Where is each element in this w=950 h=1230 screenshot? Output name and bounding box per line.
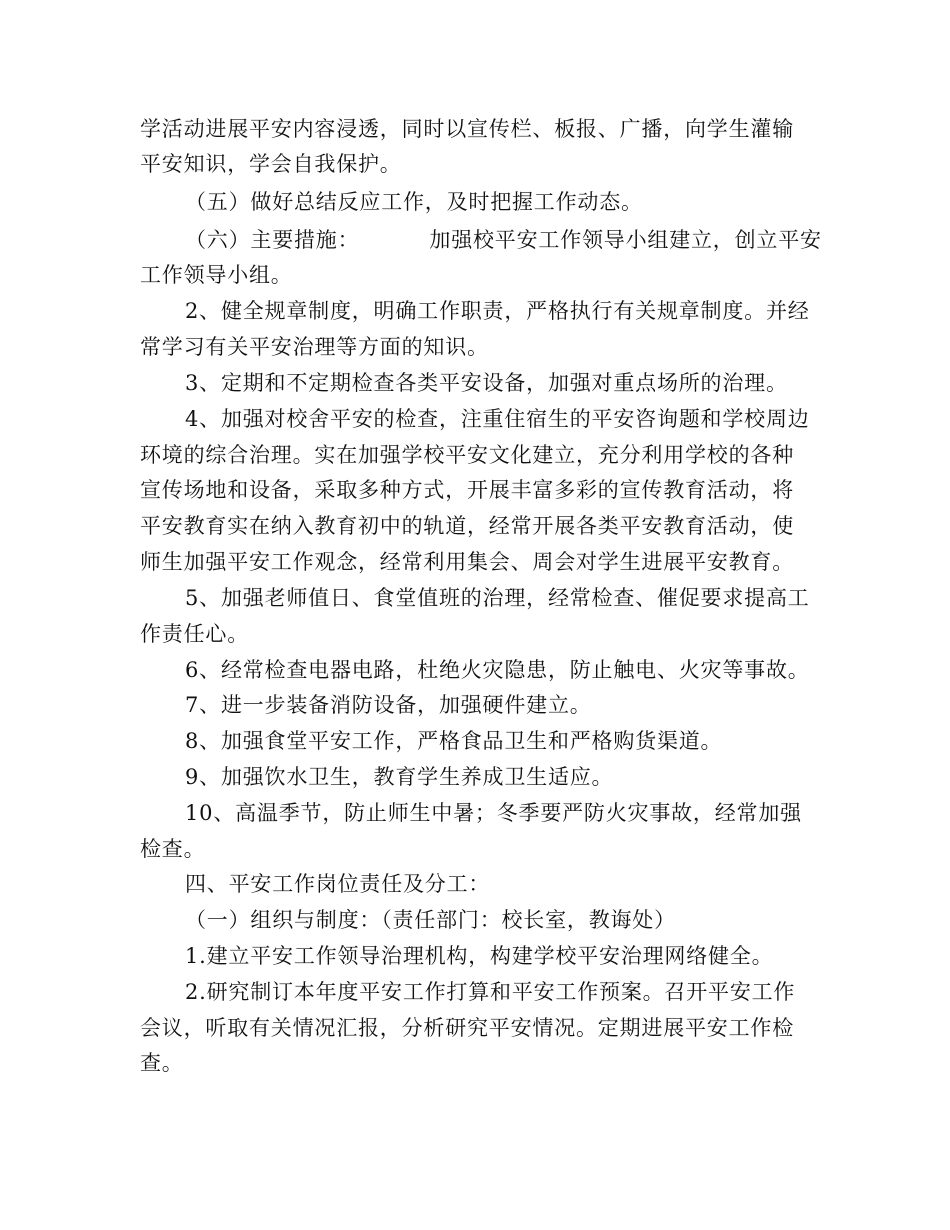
body-line: 2.研究制订本年度平安工作打算和平安工作预案。召开平安工作 xyxy=(185,980,796,1004)
body-line: 7、进一步装备消防设备，加强硬件建立。 xyxy=(185,693,592,717)
body-line: 工作领导小组。 xyxy=(140,263,293,287)
body-line: 会议，听取有关情况汇报，分析研究平安情况。定期进展平安工作检 xyxy=(140,1016,794,1040)
body-line: 3、定期和不定期检查各类平安设备，加强对重点场所的治理。 xyxy=(185,371,788,395)
body-line: 4、加强对校舍平安的检查，注重住宿生的平安咨询题和学校周边 xyxy=(185,407,810,431)
body-line: 1.建立平安工作领导治理机构，构建学校平安治理网络健全。 xyxy=(185,944,774,968)
body-line: 6、经常检查电器电路，杜绝火灾隐患，防止触电、火灾等事故。 xyxy=(185,658,810,682)
measures-text: 加强校平安工作领导小组建立，创立平安 xyxy=(429,228,822,252)
measures-heading: （六）主要措施： xyxy=(185,228,360,252)
body-line: 宣传场地和设备，采取多种方式，开展丰富多彩的宣传教育活动，将 xyxy=(140,478,794,502)
body-line: （五）做好总结反应工作，及时把握工作动态。 xyxy=(185,190,643,214)
body-line: 10、高温季节，防止师生中暑；冬季要严防火灾事故，经常加强 xyxy=(185,801,802,825)
body-line: 2、健全规章制度，明确工作职责，严格执行有关规章制度。并经 xyxy=(185,299,810,323)
body-line: 8、加强食堂平安工作，严格食品卫生和严格购货渠道。 xyxy=(185,729,723,753)
body-line: 5、加强老师值日、食堂值班的治理，经常检查、催促要求提高工 xyxy=(185,586,810,610)
body-line: 查。 xyxy=(140,1051,184,1075)
body-line: 环境的综合治理。实在加强学校平安文化建立，充分利用学校的各种 xyxy=(140,443,794,467)
body-line: 常学习有关平安治理等方面的知识。 xyxy=(140,335,489,359)
body-line: 学活动进展平安内容浸透，同时以宣传栏、板报、广播，向学生灌输 xyxy=(140,117,794,141)
body-line: 平安知识，学会自我保护。 xyxy=(140,152,402,176)
body-line: 师生加强平安工作观念，经常利用集会、周会对学生进展平安教育。 xyxy=(140,550,794,574)
body-line: 9、加强饮水卫生，教育学生养成卫生适应。 xyxy=(185,765,614,789)
body-line: 平安教育实在纳入教育初中的轨道，经常开展各类平安教育活动，使 xyxy=(140,514,794,538)
measures-line xyxy=(185,227,822,253)
section-heading: 四、平安工作岗位责任及分工： xyxy=(185,872,491,896)
subsection-heading: （一）组织与制度：（责任部门：校长室，教诲处） xyxy=(185,908,676,932)
body-line: 检查。 xyxy=(140,837,206,861)
body-line: 作责任心。 xyxy=(140,622,249,646)
